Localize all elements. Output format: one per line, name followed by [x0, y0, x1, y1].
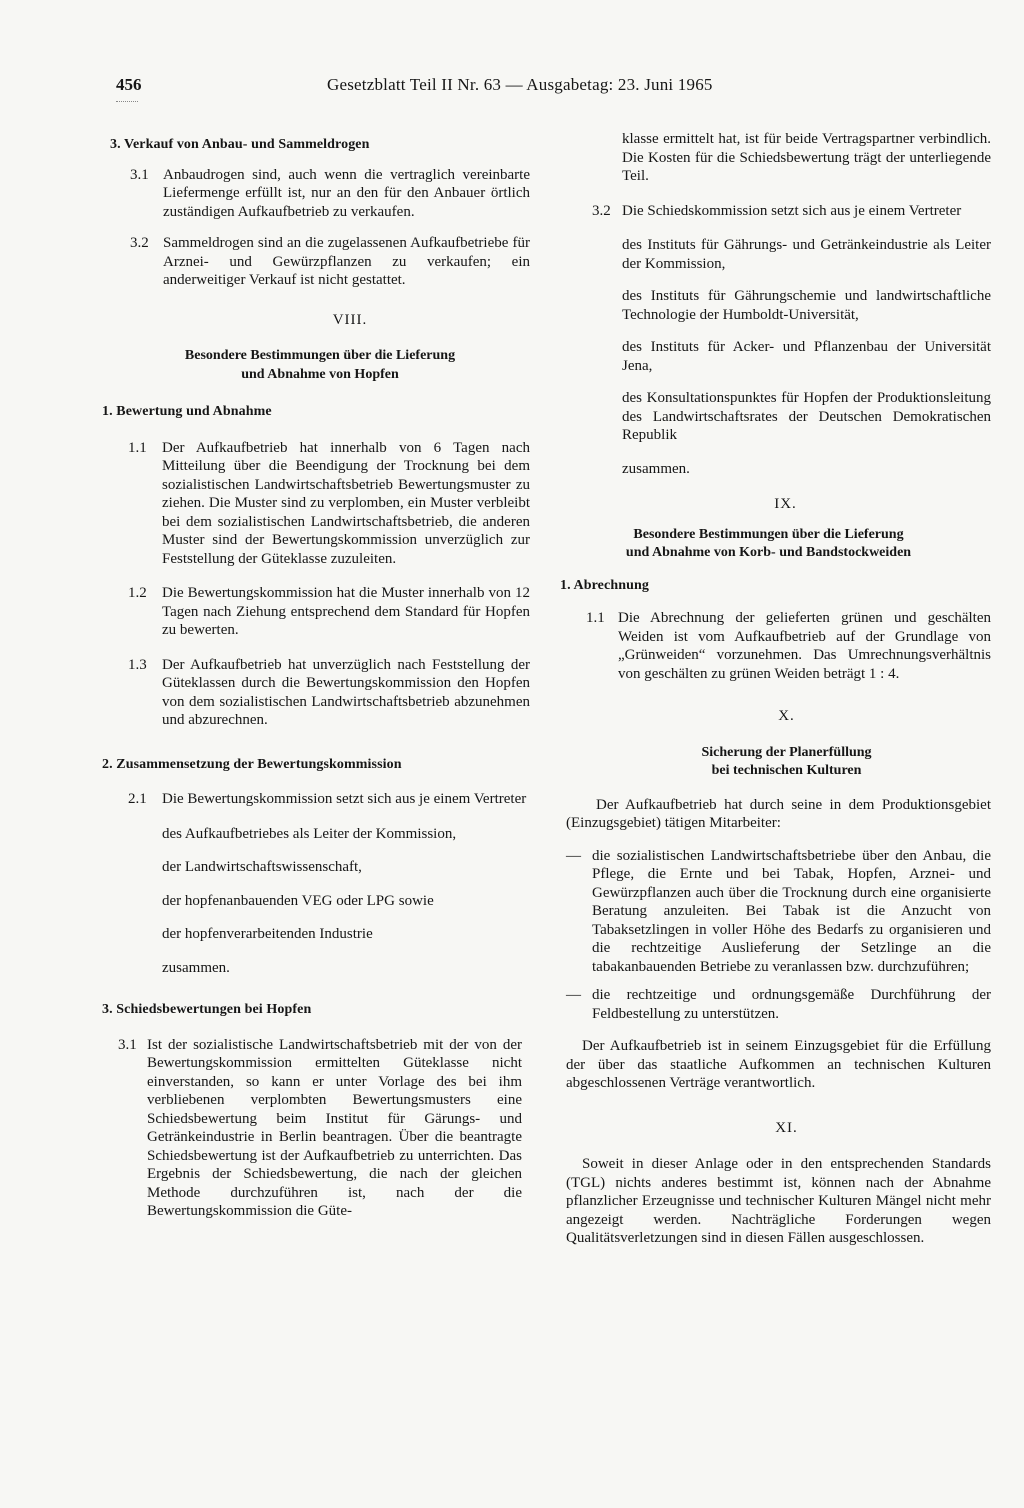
chapter-heading-line-2: bei technischen Kulturen: [711, 763, 862, 778]
paragraph-text: Der Aufkaufbetrieb hat unverzüglich nach Feststellung der Güteklassen durch die Bewertungskommission den Hopfen von dem sozialistischen Landwirtschaftsbetrieb abzunehmen und abzurechnen.: [162, 656, 530, 728]
paragraph: [110, 234, 530, 290]
chapter-heading-line-1: Besondere Bestimmungen über die Lieferung: [184, 348, 456, 363]
paragraph: [110, 656, 530, 730]
continued-text: klasse ermittelt hat, ist für beide Vertragspartner verbindlich. Die Kosten für die Schiedsbewertung trägt der unterliegende Teil.: [622, 131, 991, 184]
dash-mark: —: [566, 987, 581, 1003]
list-item: zusammen.: [622, 460, 690, 477]
paragraph-number: 3.2: [592, 202, 611, 219]
paragraph-text: Die Abrechnung der gelieferten grünen und geschälten Weiden ist vom Aufkaufbetrieb auf der Grundlage von „Grünweiden“ vorzunehmen. Das Umrechnungsverhältnis von geschälten zu grünen Weiden beträgt 1 : 4.: [618, 610, 991, 682]
list-item: zusammen.: [162, 959, 230, 976]
paragraph: [566, 202, 991, 221]
paragraph-text: Der Aufkaufbetrieb hat innerhalb von 6 Tagen nach Mitteilung über die Beendigung der Trocknung bei dem sozialistischen Landwirtschaftsbetrieb Bewertungsmuster zu ziehen. Die Muster sind zu verplomben, ein Muster verbleibt bei dem sozialistischen Landwirtschaftsbetrieb, die anderen Muster sind der Bewertungskommission unverzüglich zur Feststellung der Güteklasse zuzuleiten.: [162, 439, 530, 567]
list-item: des Instituts für Acker- und Pflanzenbau der Universität Jena,: [622, 339, 991, 374]
dash-text: die sozialistischen Landwirtschaftsbetriebe über den Anbau, die Pflege, die Ernte und bei Tabak, Hopfen, Arznei- und Gewürzpflanzen auch über die Trocknung durch eine organisierte Beratung anzuleiten. Bei Tabak ist die Anzucht von Tabaksetzlingen in voller Höhe des Bedarfs zu organisieren und die rechtzeitige Auslieferung der Setzlinge an die tabakanbauenden Betriebe zu veranlassen bzw. durchzuführen;: [592, 847, 991, 975]
list-item: des Instituts für Gährungs- und Getränkeindustrie als Leiter der Kommission,: [622, 237, 991, 272]
paragraph: [110, 166, 530, 222]
paragraph-number: 3.1: [130, 166, 149, 183]
paragraph: [110, 584, 530, 640]
list-item: des Konsultationspunktes für Hopfen der Produktionsleitung des Landwirtschaftsrates der Deutschen Demokratischen Republik: [622, 390, 991, 443]
chapter-heading-line-1: Besondere Bestimmungen über die Lieferung: [633, 526, 904, 542]
paragraph-text: Ist der sozialistische Landwirtschaftsbetrieb mit der von der Bewertungskommission ermittelten Güteklasse nicht einverstanden, so kann er unter Vorlage des bei ihm verbliebenen verplombten Bewertungsmusters eine Schiedsbewertung beim Institut für Gärungs- und Getränkeindustrie in Berlin beantragen. Über die beantragte Schiedsbewertung ist der Aufkaufbetrieb zu unterrichten. Das Ergebnis der Schiedsbewertung, die nach der gleichen Methode durchzuführen ist, nach der die Bewertungskommission die Güte-: [147, 1036, 522, 1219]
dash-item: [566, 847, 991, 977]
final-paragraph: Soweit in dieser Anlage oder in den entsprechenden Standards (TGL) nichts anderes bestimmt ist, können nach der Abnahme pflanzlicher Erzeugnisse und technischer Kulturen Mängel nicht mehr angezeigt werden. Nachträgliche Forderungen wegen Qualitätsverletzungen sind in diesen Fällen ausgeschlossen.: [566, 1156, 991, 1246]
page-title: Gesetzblatt Teil II Nr. 63 — Ausgabetag: 23. Juni 1965: [327, 75, 713, 94]
closing-paragraph: Der Aufkaufbetrieb ist in seinem Einzugsgebiet für die Erfüllung der über das staatliche Aufkommen an technischen Kulturen abgeschlossenen Verträge verantwortlich.: [566, 1038, 991, 1091]
paragraph: [110, 790, 530, 809]
list-item: der hopfenverarbeitenden Industrie: [162, 926, 373, 942]
dash-mark: —: [566, 847, 581, 864]
paragraph-number: 3.2: [130, 235, 149, 251]
header-rule: [116, 101, 138, 102]
paragraph-text: Die Bewertungskommission hat die Muster innerhalb von 12 Tagen nach Ziehung entsprechend dem Standard für Hopfen zu bewerten.: [162, 585, 530, 638]
paragraph-number: 1.1: [128, 439, 147, 456]
paragraph-number: 1.2: [128, 585, 147, 601]
intro-paragraph: Der Aufkaufbetrieb hat durch seine in dem Produktionsgebiet (Einzugsgebiet) tätigen Mitarbeiter:: [566, 796, 991, 831]
paragraph-text: Sammeldrogen sind an die zugelassenen Aufkaufbetriebe für Arznei- und Gewürzpflanzen zu verkaufen; ein anderweitiger Verkauf ist nicht gestattet.: [163, 235, 530, 288]
chapter-numeral: XI.: [775, 1119, 798, 1136]
chapter-numeral: X.: [778, 708, 795, 724]
chapter-heading-line-2: und Abnahme von Korb- und Bandstockweiden: [625, 545, 912, 560]
paragraph-number: 1.1: [586, 610, 605, 626]
dash-item: [566, 986, 991, 1023]
paragraph-text: Die Schiedskommission setzt sich aus je einem Vertreter: [622, 202, 962, 219]
list-item: des Instituts für Gährungschemie und landwirtschaftliche Technologie der Humboldt-Universität,: [622, 288, 991, 323]
chapter-heading-line-2: und Abnahme von Hopfen: [241, 366, 399, 382]
right-column: [560, 130, 991, 1248]
subsection-heading: 1. Bewertung und Abnahme: [102, 404, 272, 419]
list-item: des Aufkaufbetriebes als Leiter der Kommission,: [162, 825, 457, 842]
page-number: 456: [116, 75, 142, 94]
paragraph: [566, 609, 991, 683]
chapter-numeral: IX.: [774, 496, 797, 512]
paragraph-number: 2.1: [128, 791, 147, 807]
paragraph-number: 1.3: [128, 656, 147, 673]
chapter-heading-line-1: Sicherung der Planerfüllung: [701, 744, 872, 760]
paragraph: [110, 439, 530, 569]
list-item: der hopfenanbauenden VEG oder LPG sowie: [162, 892, 434, 909]
left-column: [102, 130, 530, 1221]
section-heading: 3. Verkauf von Anbau- und Sammeldrogen: [110, 137, 370, 152]
subsection-heading: 2. Zusammensetzung der Bewertungskommission: [102, 756, 402, 772]
paragraph-text: Anbaudrogen sind, auch wenn die vertraglich vereinbarte Liefermenge erfüllt ist, nur an den für den Anbauer örtlich zuständigen Aufkaufbetrieb zu verkaufen.: [163, 166, 530, 220]
paragraph-text: Die Bewertungskommission setzt sich aus je einem Vertreter: [162, 791, 527, 807]
page-header: [0, 0, 1024, 110]
subsection-heading: 1. Abrechnung: [560, 577, 649, 593]
dash-text: die rechtzeitige und ordnungsgemäße Durchführung der Feldbestellung zu unterstützen.: [592, 987, 991, 1022]
chapter-numeral: VIII.: [332, 311, 368, 328]
subsection-heading: 3. Schiedsbewertungen bei Hopfen: [102, 1002, 312, 1017]
list-item: der Landwirtschaftswissenschaft,: [162, 859, 362, 875]
paragraph: [110, 1036, 530, 1221]
paragraph-number: 3.1: [118, 1036, 137, 1053]
